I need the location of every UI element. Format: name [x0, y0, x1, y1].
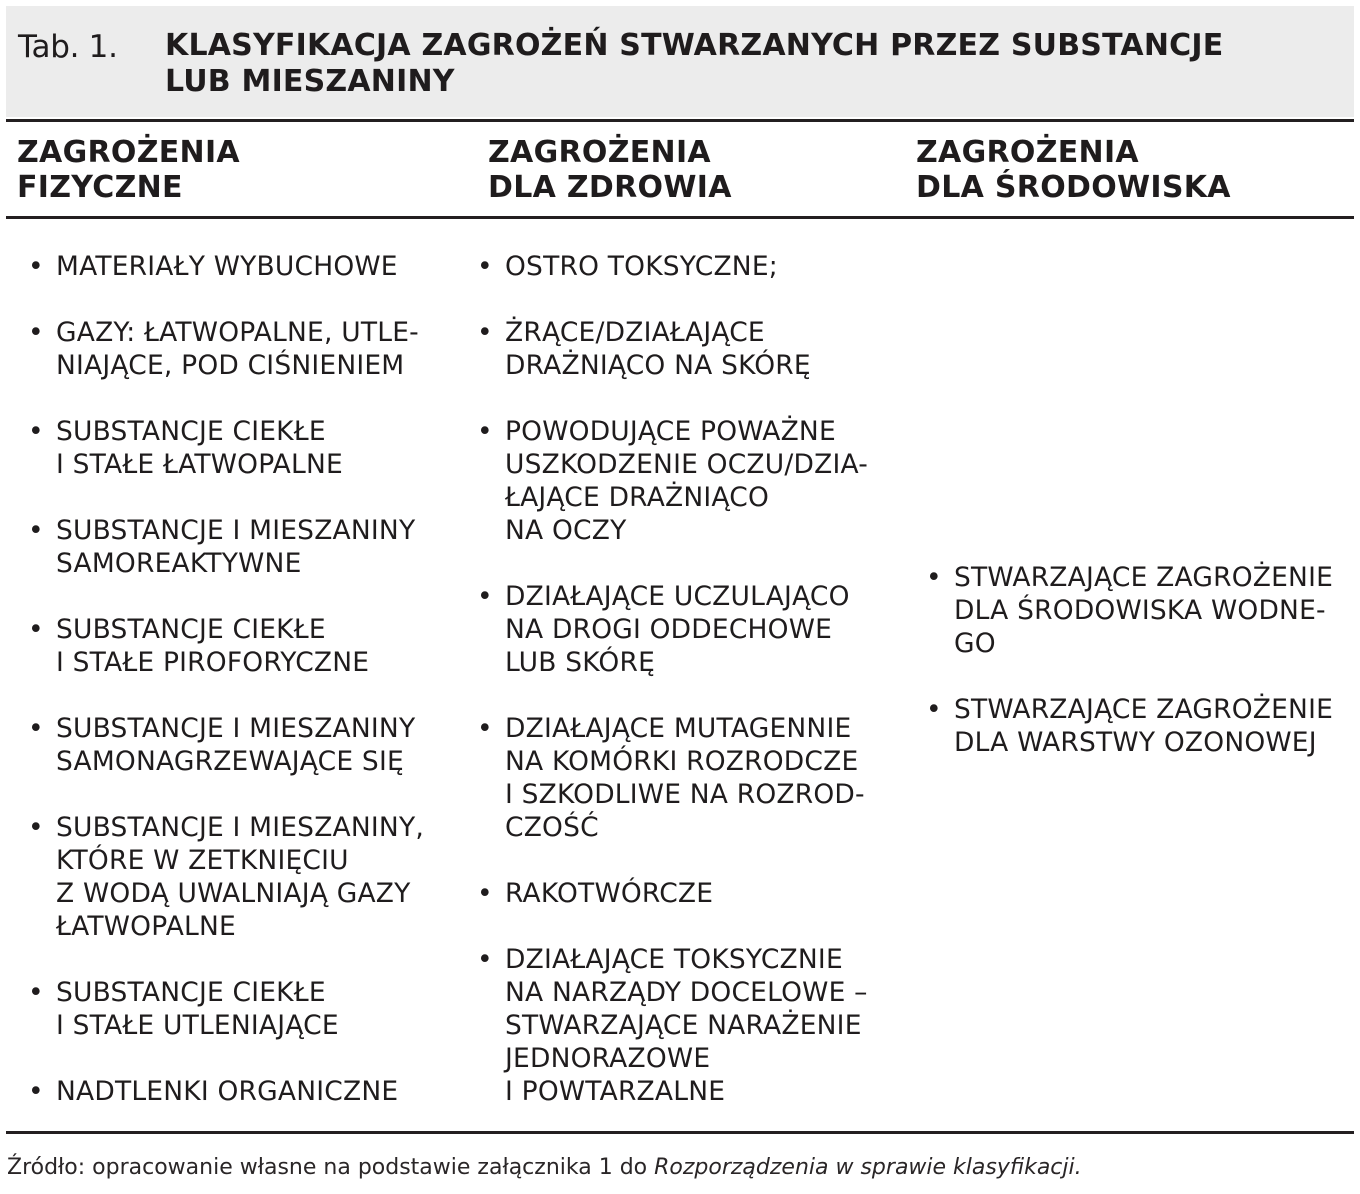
hazard-item-label: • STWARZAJĄCE ZAGROŻENIE DLA WARSTWY OZONOWEJ — [954, 694, 1334, 758]
hazard-item-label: • SUBSTANCJE CIEKŁE I STAŁE UTLENIAJĄCE — [56, 977, 339, 1041]
hazard-item-label: • NADTLENKI ORGANICZNE — [56, 1076, 399, 1107]
source-italic: Rozporządzenia w sprawie klasyfikacji. — [654, 1155, 1082, 1180]
physical-hazard-item — [28, 250, 458, 283]
health-hazard-item — [477, 580, 907, 679]
hazard-item-label: • OSTRO TOKSYCZNE; — [505, 251, 778, 282]
hazard-item-label: • DZIAŁAJĄCE TOKSYCZNIE NA NARZĄDY DOCELOWE – STWARZAJĄCE NARAŻENIE JEDNORAZOWE I POWTARZALNE — [505, 944, 868, 1107]
physical-hazard-item — [28, 613, 458, 679]
hazard-item-label: • DZIAŁAJĄCE UCZULAJĄCO NA DROGI ODDECHOWE LUB SKÓRĘ — [505, 581, 850, 678]
physical-hazard-item — [28, 316, 458, 382]
physical-hazard-item — [28, 811, 458, 943]
health-hazard-item — [477, 250, 907, 283]
health-hazard-item — [477, 316, 907, 382]
column-header-physical: ZAGROŻENIA FIZYCZNE — [17, 135, 240, 205]
physical-hazard-item — [28, 712, 458, 778]
hazard-item-label: • SUBSTANCJE I MIESZANINY SAMONAGRZEWAJĄCE SIĘ — [56, 713, 416, 777]
hazard-item-label: • POWODUJĄCE POWAŻNE USZKODZENIE OCZU/DZIA- ŁAJĄCE DRAŻNIĄCO NA OCZY — [505, 416, 868, 546]
physical-hazards-list — [28, 250, 458, 1141]
column-header-health: ZAGROŻENIA DLA ZDROWIA — [488, 135, 732, 205]
hazard-item-label: • STWARZAJĄCE ZAGROŻENIE DLA ŚRODOWISKA WODNE- GO — [954, 562, 1334, 659]
health-hazard-item — [477, 712, 907, 844]
environment-hazard-item — [926, 561, 1354, 660]
health-hazards-list — [477, 250, 907, 1141]
table-title-box — [6, 6, 1354, 117]
environment-hazards-list — [926, 561, 1354, 792]
health-hazard-item — [477, 943, 907, 1108]
hazard-item-label: • SUBSTANCJE CIEKŁE I STAŁE ŁATWOPALNE — [56, 416, 343, 480]
hazard-item-label: • ŻRĄCE/DZIAŁAJĄCE DRAŻNIĄCO NA SKÓRĘ — [505, 317, 811, 381]
physical-hazard-item — [28, 976, 458, 1042]
header-bottom-rule — [6, 216, 1354, 219]
hazard-item-label: • DZIAŁAJĄCE MUTAGENNIE NA KOMÓRKI ROZRODCZE I SZKODLIWE NA ROZROD- CZOŚĆ — [505, 713, 865, 843]
hazard-item-label: • MATERIAŁY WYBUCHOWE — [56, 251, 398, 282]
column-header-environment: ZAGROŻENIA DLA ŚRODOWISKA — [916, 135, 1231, 205]
hazard-item-label: • RAKOTWÓRCZE — [505, 878, 714, 909]
environment-hazard-item — [926, 693, 1354, 759]
physical-hazard-item — [28, 415, 458, 481]
hazard-item-label: • SUBSTANCJE I MIESZANINY, KTÓRE W ZETKNIĘCIU Z WODĄ UWALNIAJĄ GAZY ŁATWOPALNE — [56, 812, 424, 942]
header-top-rule — [6, 119, 1354, 122]
table-bottom-rule — [6, 1131, 1354, 1134]
hazard-item-label: • SUBSTANCJE CIEKŁE I STAŁE PIROFORYCZNE — [56, 614, 370, 678]
table-title: KLASYFIKACJA ZAGROŻEŃ STWARZANYCH PRZEZ SUBSTANCJE LUB MIESZANINY — [165, 28, 1224, 99]
source-note — [7, 1154, 1082, 1182]
source-prefix: Źródło: opracowanie własne na podstawie załącznika 1 do — [7, 1155, 655, 1180]
health-hazard-item — [477, 415, 907, 547]
hazard-item-label: • GAZY: ŁATWOPALNE, UTLE- NIAJĄCE, POD CIŚNIENIEM — [56, 317, 419, 381]
hazard-item-label: • SUBSTANCJE I MIESZANINY SAMOREAKTYWNE — [56, 515, 416, 579]
table-number: Tab. 1. — [18, 29, 118, 65]
physical-hazard-item — [28, 1075, 458, 1108]
physical-hazard-item — [28, 514, 458, 580]
health-hazard-item — [477, 877, 907, 910]
